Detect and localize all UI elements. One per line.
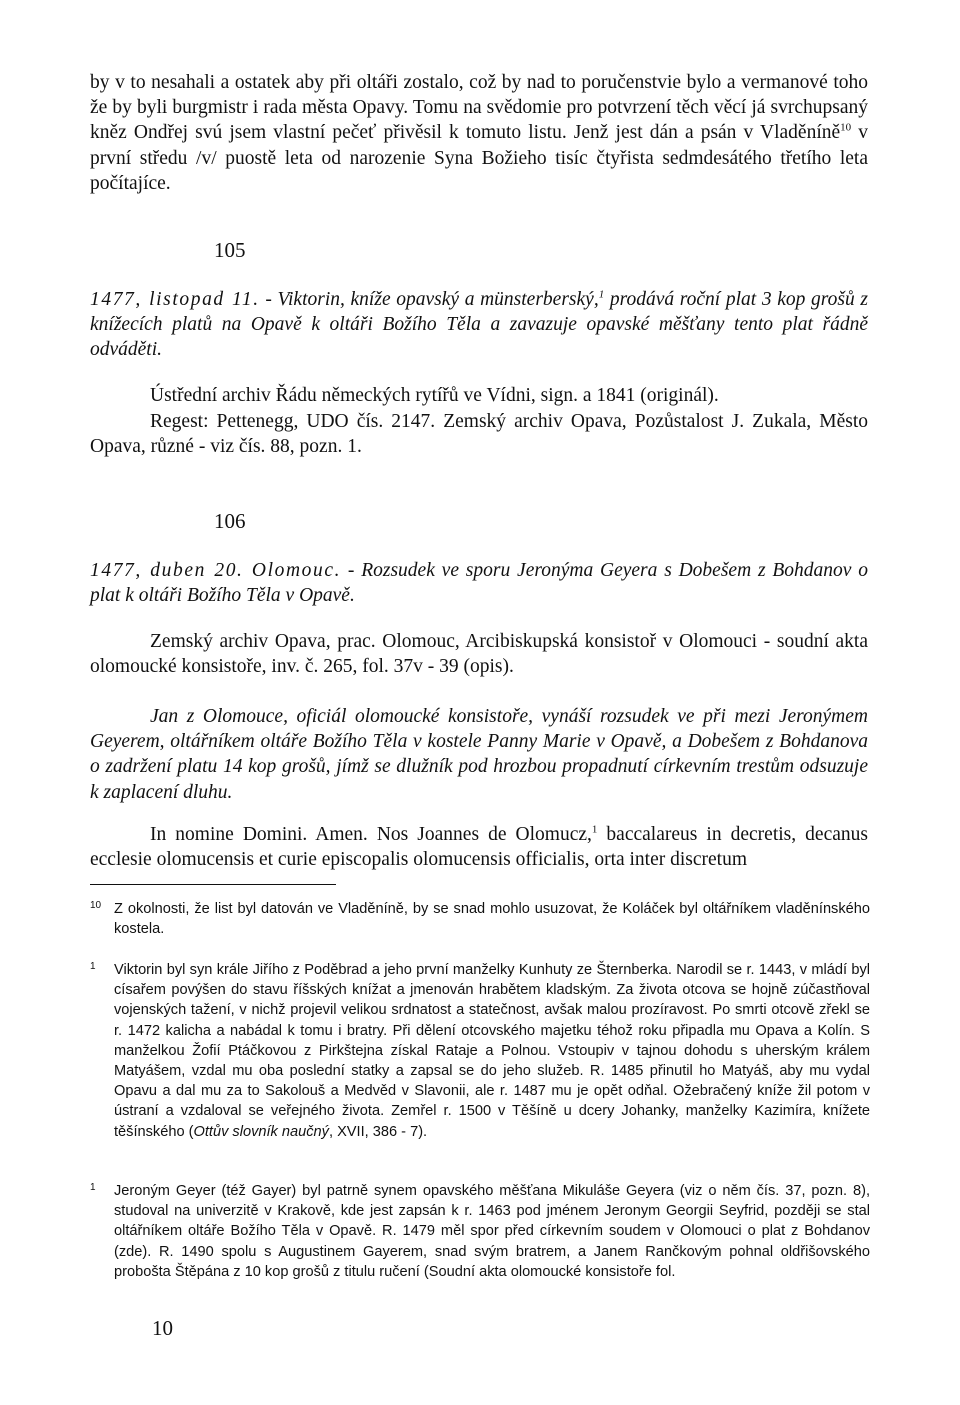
continuation-text: by v to nesahali a ostatek aby při oltáři zostalo, což by nad to poručenstvie bylo a vermanové toho že by byli burgmistr i rada města Opavy. Tomu na svědomie pro potvrzení těch věcí já svrchupsaný kněz Ondřej svú jsem vlastní pečeť přivěsil k tomuto listu. Jenž jest dán a psán v Vladěníně bbox=[90, 72, 868, 144]
latin-text: In nomine Domini. Amen. Nos Joannes de Olomucz, bbox=[150, 824, 592, 845]
footnote-citation-rest: , XVII, 386 - 7). bbox=[328, 1123, 428, 1140]
entry-105-summary: - Viktorin, kníže opavský a münsterberský, bbox=[259, 289, 599, 310]
footnote-text: Z okolnosti, že list byl datován ve Vladěníně, by se snad mohlo usuzovat, že Koláček byl oltářníkem vladěnínského kostela. bbox=[114, 901, 870, 938]
entry-106-summary: - Rozsudek ve sporu Jeronýma Geyera s Dobešem z Bohdanov o plat k oltáři Božího Těla v Opavě. bbox=[90, 560, 868, 607]
footnote-1-viktorin bbox=[90, 960, 870, 1142]
footnote-divider bbox=[90, 884, 336, 885]
entry-106-archive-source: Zemský archiv Opava, prac. Olomouc, Arcibiskupská konsistoř v Olomouci - soudní akta olomoucké konsistoře, inv. č. 265, fol. 37v - 39 (opis). bbox=[90, 631, 868, 678]
entry-106-regest: Jan z Olomouce, oficiál olomoucké konsistoře, vynáší rozsudek ve při mezi Jeronýmem Geyerem, oltářníkem oltáře Božího Těla v kostele Panny Marie v Opavě, a Dobešem z Bohdanova o zadržení platu 14 kop grošů, jímž se dlužník pod hrozbou propadnutí církevním trestům odsuzuje k zaplacení dluhu. bbox=[90, 706, 868, 803]
footnote-text: Jeroným Geyer (též Gayer) byl patrně synem opavského měšťana Mikuláše Geyera (viz o něm čís. 37, pozn. 8), studoval na univerzitě v Krakově, kde jest zapsán k r. 1463 pod jménem Jeronym Georgii Seyfrid, později se stal oltářníkem oltáře Božího Těla v Opavě. R. 1479 měl spor před církevním soudem v Olomouci o plat z Bohdanov (zde). R. 1490 spolu s Augustinem Gayerem, snad svým bratrem, a Janem Rančkovým pohnal oldřišovského probošta Štěpána z 10 kop grošů z titulu ručení (Soudní akta olomoucké konsistoře fol. bbox=[114, 1183, 870, 1280]
latin-text-end: baccalareus in decretis, decanus ecclesie olomucensis et curie episcopalis olomucensis officialis, orta inter discretum bbox=[90, 824, 868, 871]
entry-105-regest-source: Regest: Pettenegg, UDO čís. 2147. Zemský archiv Opava, Pozůstalost J. Zukala, Město Opava, různé - viz čís. 88, pozn. 1. bbox=[90, 411, 868, 458]
footnote-ref-10: 10 bbox=[840, 121, 852, 134]
footnote-ref-1b: 1 bbox=[591, 823, 598, 836]
footnote-mark: 10 bbox=[90, 900, 102, 911]
entry-106-number: 106 bbox=[214, 509, 246, 533]
footnote-mark: 1 bbox=[90, 1182, 96, 1193]
page-number: 10 bbox=[152, 1316, 173, 1340]
continuation-paragraph bbox=[90, 70, 868, 196]
footnote-mark: 1 bbox=[90, 961, 96, 972]
footnote-ref-1: 1 bbox=[598, 288, 605, 301]
entry-105-heading bbox=[90, 287, 868, 363]
entry-105-date: 1477, listopad 11. bbox=[90, 289, 260, 310]
entry-106-date: 1477, duben 20. Olomouc. bbox=[90, 560, 342, 581]
footnote-text-main: Viktorin byl syn krále Jiřího z Poděbrad a jeho první manželky Kunhuty ze Šternberka. Narodil se r. 1443, v mládí byl císařem povýšen do stavu říšských knížat a jmenován hrabětem kladským. Za života otcova se hojně zúčastňoval vojenských tažení, v nichž projevil velikou srdnatost a statečnost, avšak malou prozíravost. Po smrti otcově zřekl se r. 1472 kalicha a nabádal k tomu i bratry. Při dělení otcovského majetku téhož roku připadla mu Opava a Kolín. S manželkou Žofií Ptáčkovou z Pirkštejna získal Rataje a Polnou. Vstoupiv v tajnou dohodu s uherským králem Matyášem, vzdal mu oba poslední statky a zapsal se do jeho služeb. R. 1485 přinutil ho Matyáš, aby mu vydal Opavu a dal mu za to Sakolouš a Medvěd v Slavonii, ale r. 1487 mu je opět odňal. Ožebračený kníže žil potom v ústraní a vzdaloval se veřejného života. Zemřel r. 1500 v Těšíně u dcery Johanky, manželky Kazimíra, knížete těšínského ( bbox=[114, 962, 870, 1140]
footnote-1-geyer bbox=[90, 1181, 870, 1282]
entry-105-archive-source: Ústřední archiv Řádu německých rytířů ve Vídni, sign. a 1841 (originál). bbox=[150, 385, 719, 406]
entry-105-summary-end: prodává roční plat 3 kop grošů z knížecích platů na Opavě k oltáři Božího Těla a zavazuje opavské měšťany tento plat řádně odváděti. bbox=[90, 289, 868, 361]
latin-text-paragraph bbox=[90, 822, 868, 872]
entry-105-number: 105 bbox=[214, 238, 246, 262]
entry-106-heading bbox=[90, 558, 868, 608]
continuation-text-end: v první středu /v/ puostě leta od narozenie Syna Božieho tisíc čtyřista sedmdesátého třetího leta počítajíce. bbox=[90, 122, 868, 194]
footnote-text bbox=[114, 960, 870, 1142]
footnote-citation-title: Ottův slovník naučný bbox=[193, 1123, 329, 1140]
footnote-10 bbox=[90, 899, 870, 939]
